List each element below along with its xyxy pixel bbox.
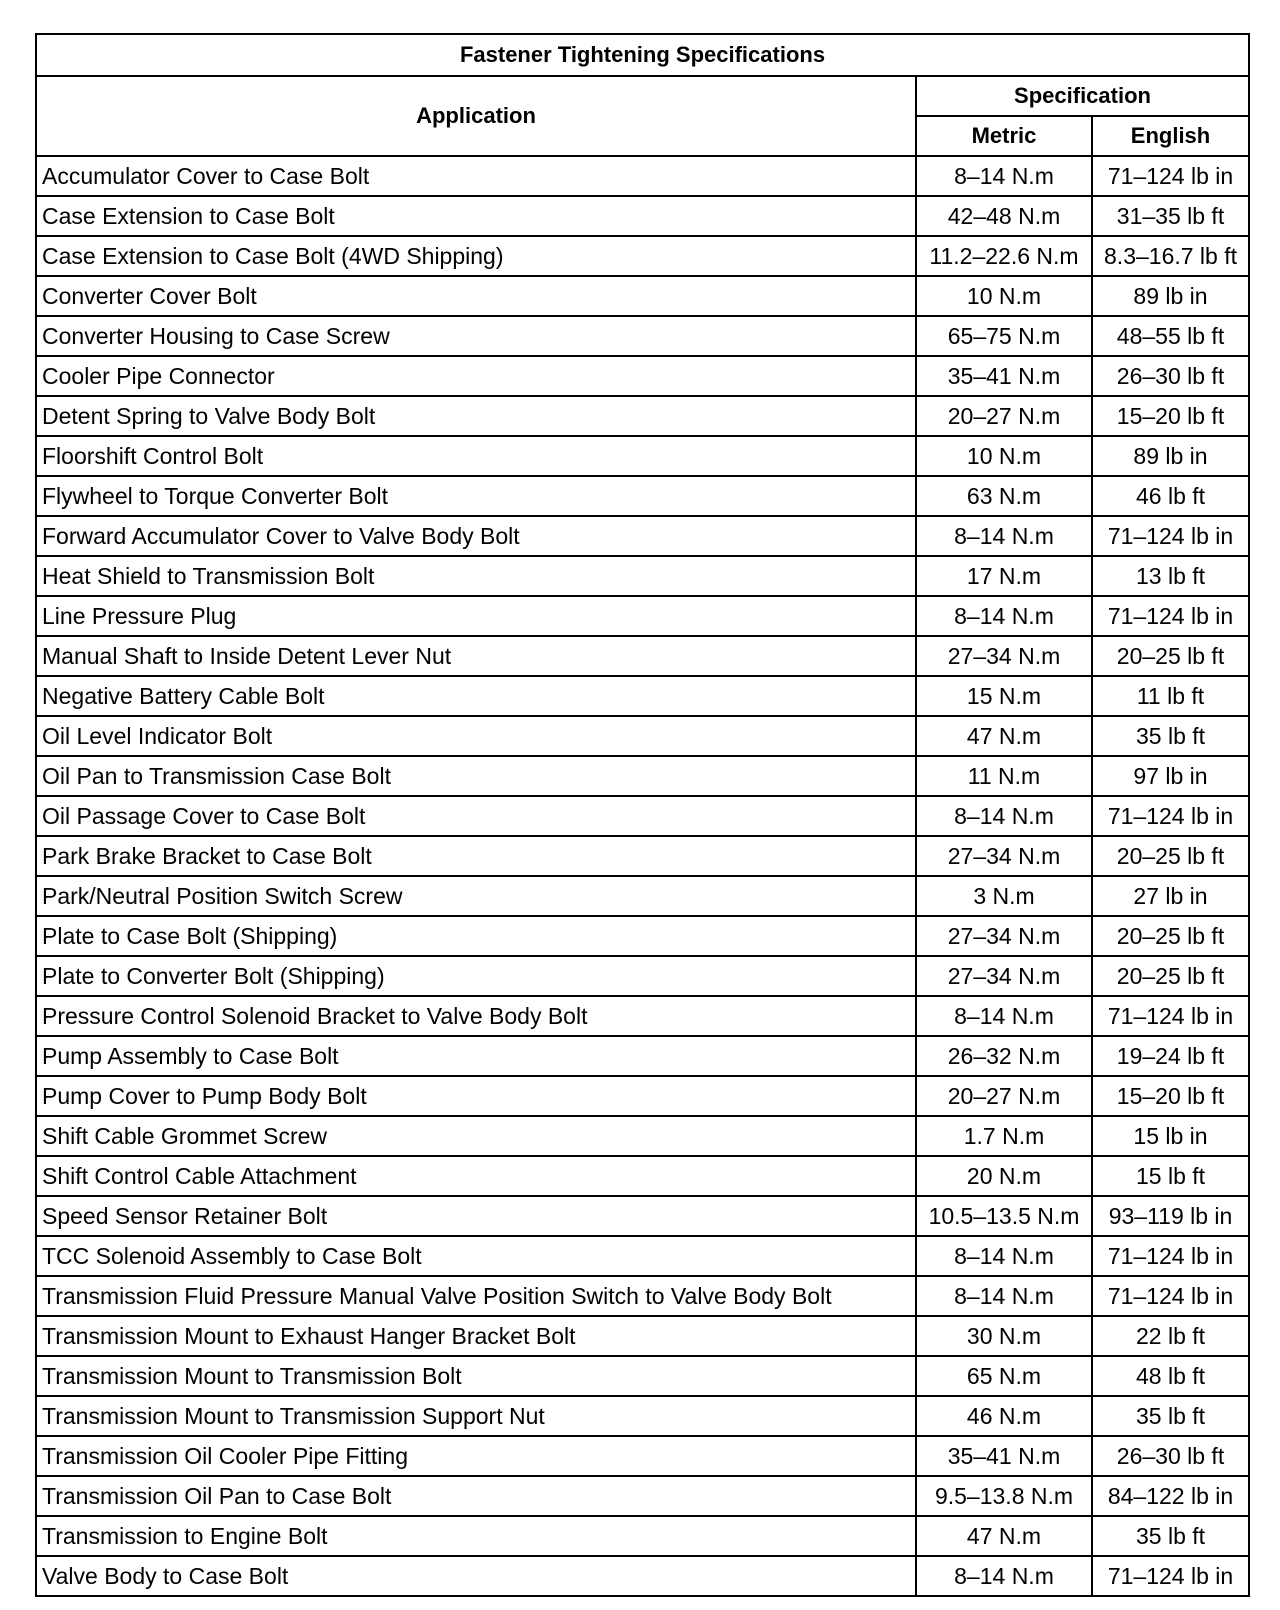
metric-cell: 10 N.m: [916, 276, 1092, 316]
application-cell: Converter Housing to Case Screw: [36, 316, 916, 356]
table-row: [36, 316, 1249, 356]
application-cell: Case Extension to Case Bolt (4WD Shipping): [36, 236, 916, 276]
metric-cell: 8–14 N.m: [916, 516, 1092, 556]
table-row: [36, 436, 1249, 476]
application-cell: Pressure Control Solenoid Bracket to Valve Body Bolt: [36, 996, 916, 1036]
english-cell: 71–124 lb in: [1092, 596, 1249, 636]
metric-cell: 65–75 N.m: [916, 316, 1092, 356]
application-cell: Floorshift Control Bolt: [36, 436, 916, 476]
metric-cell: 11 N.m: [916, 756, 1092, 796]
application-cell: Pump Assembly to Case Bolt: [36, 1036, 916, 1076]
table-row: [36, 596, 1249, 636]
title-row: [36, 34, 1249, 76]
application-cell: Plate to Converter Bolt (Shipping): [36, 956, 916, 996]
table-row: [36, 556, 1249, 596]
english-cell: 35 lb ft: [1092, 1396, 1249, 1436]
english-cell: 71–124 lb in: [1092, 1276, 1249, 1316]
metric-cell: 9.5–13.8 N.m: [916, 1476, 1092, 1516]
fastener-spec-table: [35, 33, 1250, 1597]
english-cell: 20–25 lb ft: [1092, 916, 1249, 956]
application-cell: Pump Cover to Pump Body Bolt: [36, 1076, 916, 1116]
metric-cell: 10.5–13.5 N.m: [916, 1196, 1092, 1236]
english-cell: 89 lb in: [1092, 436, 1249, 476]
table-row: [36, 716, 1249, 756]
metric-cell: 47 N.m: [916, 1516, 1092, 1556]
metric-cell: 8–14 N.m: [916, 1276, 1092, 1316]
table-row: [36, 676, 1249, 716]
application-cell: Negative Battery Cable Bolt: [36, 676, 916, 716]
specification-header: Specification: [916, 76, 1249, 116]
application-cell: Heat Shield to Transmission Bolt: [36, 556, 916, 596]
application-cell: Oil Pan to Transmission Case Bolt: [36, 756, 916, 796]
table-row: [36, 796, 1249, 836]
table-row: [36, 1276, 1249, 1316]
metric-cell: 8–14 N.m: [916, 796, 1092, 836]
table-header: [36, 34, 1249, 156]
table-row: [36, 756, 1249, 796]
metric-cell: 63 N.m: [916, 476, 1092, 516]
metric-header: Metric: [916, 116, 1092, 156]
english-cell: 71–124 lb in: [1092, 1556, 1249, 1596]
english-cell: 46 lb ft: [1092, 476, 1249, 516]
table-body: [36, 156, 1249, 1596]
metric-cell: 27–34 N.m: [916, 836, 1092, 876]
table-row: [36, 1036, 1249, 1076]
table-row: [36, 1316, 1249, 1356]
table-row: [36, 356, 1249, 396]
english-cell: 71–124 lb in: [1092, 796, 1249, 836]
application-header: Application: [36, 76, 916, 156]
application-cell: Speed Sensor Retainer Bolt: [36, 1196, 916, 1236]
application-cell: Case Extension to Case Bolt: [36, 196, 916, 236]
table-row: [36, 1156, 1249, 1196]
metric-cell: 3 N.m: [916, 876, 1092, 916]
application-cell: Cooler Pipe Connector: [36, 356, 916, 396]
application-cell: Transmission Fluid Pressure Manual Valve Position Switch to Valve Body Bolt: [36, 1276, 916, 1316]
english-cell: 15–20 lb ft: [1092, 1076, 1249, 1116]
metric-cell: 8–14 N.m: [916, 996, 1092, 1036]
table-row: [36, 1436, 1249, 1476]
table-row: [36, 956, 1249, 996]
table-row: [36, 196, 1249, 236]
metric-cell: 65 N.m: [916, 1356, 1092, 1396]
table-row: [36, 396, 1249, 436]
table-row: [36, 1556, 1249, 1596]
english-cell: 31–35 lb ft: [1092, 196, 1249, 236]
english-cell: 20–25 lb ft: [1092, 956, 1249, 996]
table-row: [36, 1116, 1249, 1156]
metric-cell: 35–41 N.m: [916, 1436, 1092, 1476]
metric-cell: 35–41 N.m: [916, 356, 1092, 396]
english-cell: 89 lb in: [1092, 276, 1249, 316]
metric-cell: 27–34 N.m: [916, 956, 1092, 996]
metric-cell: 1.7 N.m: [916, 1116, 1092, 1156]
application-cell: Converter Cover Bolt: [36, 276, 916, 316]
english-cell: 71–124 lb in: [1092, 1236, 1249, 1276]
metric-cell: 27–34 N.m: [916, 916, 1092, 956]
english-cell: 84–122 lb in: [1092, 1476, 1249, 1516]
application-cell: Transmission Mount to Transmission Support Nut: [36, 1396, 916, 1436]
metric-cell: 30 N.m: [916, 1316, 1092, 1356]
english-cell: 26–30 lb ft: [1092, 356, 1249, 396]
application-cell: Valve Body to Case Bolt: [36, 1556, 916, 1596]
application-cell: Line Pressure Plug: [36, 596, 916, 636]
english-cell: 48–55 lb ft: [1092, 316, 1249, 356]
table-row: [36, 996, 1249, 1036]
application-cell: Flywheel to Torque Converter Bolt: [36, 476, 916, 516]
metric-cell: 8–14 N.m: [916, 156, 1092, 196]
application-cell: Detent Spring to Valve Body Bolt: [36, 396, 916, 436]
metric-cell: 11.2–22.6 N.m: [916, 236, 1092, 276]
table-row: [36, 1396, 1249, 1436]
metric-cell: 42–48 N.m: [916, 196, 1092, 236]
application-cell: Accumulator Cover to Case Bolt: [36, 156, 916, 196]
table-row: [36, 516, 1249, 556]
metric-cell: 26–32 N.m: [916, 1036, 1092, 1076]
table-row: [36, 1196, 1249, 1236]
table-row: [36, 1236, 1249, 1276]
application-cell: Transmission Oil Pan to Case Bolt: [36, 1476, 916, 1516]
metric-cell: 8–14 N.m: [916, 1236, 1092, 1276]
application-cell: Transmission Mount to Exhaust Hanger Bracket Bolt: [36, 1316, 916, 1356]
metric-cell: 10 N.m: [916, 436, 1092, 476]
english-cell: 35 lb ft: [1092, 716, 1249, 756]
table-row: [36, 636, 1249, 676]
metric-cell: 8–14 N.m: [916, 596, 1092, 636]
english-cell: 26–30 lb ft: [1092, 1436, 1249, 1476]
english-cell: 97 lb in: [1092, 756, 1249, 796]
english-cell: 11 lb ft: [1092, 676, 1249, 716]
metric-cell: 17 N.m: [916, 556, 1092, 596]
application-cell: Park/Neutral Position Switch Screw: [36, 876, 916, 916]
english-cell: 71–124 lb in: [1092, 156, 1249, 196]
table-row: [36, 836, 1249, 876]
english-cell: 13 lb ft: [1092, 556, 1249, 596]
application-cell: TCC Solenoid Assembly to Case Bolt: [36, 1236, 916, 1276]
english-cell: 93–119 lb in: [1092, 1196, 1249, 1236]
metric-cell: 20–27 N.m: [916, 396, 1092, 436]
application-cell: Plate to Case Bolt (Shipping): [36, 916, 916, 956]
english-cell: 19–24 lb ft: [1092, 1036, 1249, 1076]
english-cell: 71–124 lb in: [1092, 996, 1249, 1036]
table-row: [36, 916, 1249, 956]
application-cell: Manual Shaft to Inside Detent Lever Nut: [36, 636, 916, 676]
english-cell: 71–124 lb in: [1092, 516, 1249, 556]
english-header: English: [1092, 116, 1249, 156]
english-cell: 20–25 lb ft: [1092, 836, 1249, 876]
english-cell: 48 lb ft: [1092, 1356, 1249, 1396]
metric-cell: 47 N.m: [916, 716, 1092, 756]
application-cell: Shift Cable Grommet Screw: [36, 1116, 916, 1156]
english-cell: 15 lb ft: [1092, 1156, 1249, 1196]
table-row: [36, 276, 1249, 316]
table-row: [36, 1356, 1249, 1396]
application-cell: Oil Passage Cover to Case Bolt: [36, 796, 916, 836]
application-cell: Shift Control Cable Attachment: [36, 1156, 916, 1196]
metric-cell: 8–14 N.m: [916, 1556, 1092, 1596]
application-cell: Transmission Oil Cooler Pipe Fitting: [36, 1436, 916, 1476]
table-row: [36, 1076, 1249, 1116]
metric-cell: 27–34 N.m: [916, 636, 1092, 676]
table-row: [36, 476, 1249, 516]
table-row: [36, 156, 1249, 196]
application-cell: Transmission to Engine Bolt: [36, 1516, 916, 1556]
table-row: [36, 1516, 1249, 1556]
application-cell: Transmission Mount to Transmission Bolt: [36, 1356, 916, 1396]
english-cell: 22 lb ft: [1092, 1316, 1249, 1356]
header-row-1: [36, 76, 1249, 116]
english-cell: 15–20 lb ft: [1092, 396, 1249, 436]
table-row: [36, 236, 1249, 276]
english-cell: 15 lb in: [1092, 1116, 1249, 1156]
table-row: [36, 876, 1249, 916]
english-cell: 20–25 lb ft: [1092, 636, 1249, 676]
english-cell: 8.3–16.7 lb ft: [1092, 236, 1249, 276]
application-cell: Oil Level Indicator Bolt: [36, 716, 916, 756]
metric-cell: 15 N.m: [916, 676, 1092, 716]
application-cell: Forward Accumulator Cover to Valve Body Bolt: [36, 516, 916, 556]
table-title: Fastener Tightening Specifications: [36, 34, 1249, 76]
metric-cell: 46 N.m: [916, 1396, 1092, 1436]
english-cell: 27 lb in: [1092, 876, 1249, 916]
metric-cell: 20 N.m: [916, 1156, 1092, 1196]
metric-cell: 20–27 N.m: [916, 1076, 1092, 1116]
application-cell: Park Brake Bracket to Case Bolt: [36, 836, 916, 876]
table-row: [36, 1476, 1249, 1516]
english-cell: 35 lb ft: [1092, 1516, 1249, 1556]
